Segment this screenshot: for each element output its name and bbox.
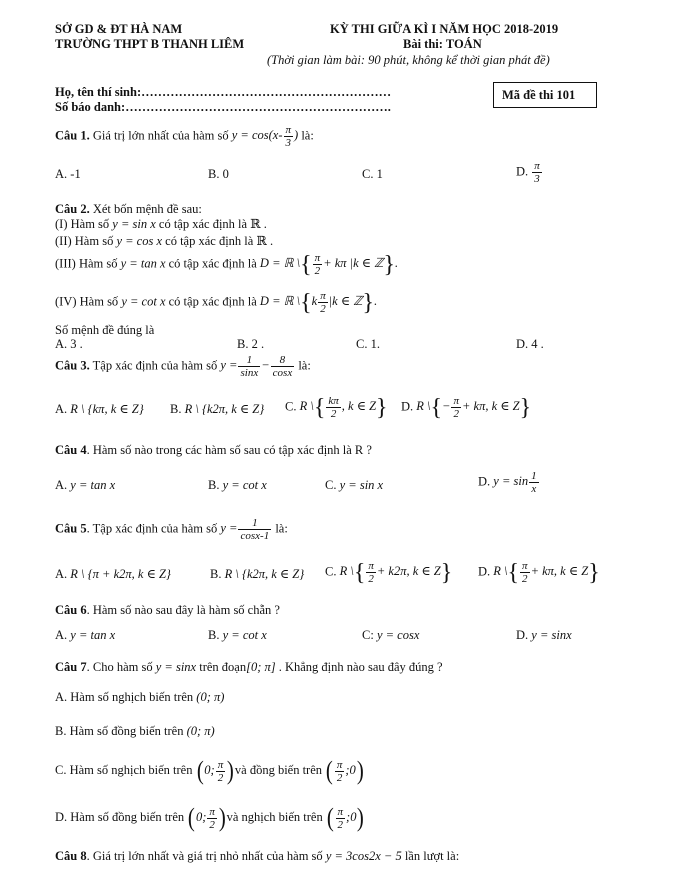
student-name-dots: ……………………………………………………	[141, 85, 392, 99]
exam-subject: Bài thi: TOÁN	[403, 37, 482, 51]
q7-option-d: D. Hàm số đồng biến trên (0; $\frac{\pi}{2}$ )và nghịch biến trên ( $\frac{\pi}{2}$ ;0)	[55, 803, 365, 832]
q6-option-a: A. y = tan x	[55, 628, 116, 642]
q6-label: Câu 6	[55, 603, 87, 617]
q3-option-a: A. R \ {kπ, k ∈ Z}	[55, 402, 144, 416]
q2-text: Xét bốn mệnh đề sau:	[92, 202, 202, 216]
q5-option-c: C. R \{ $\frac{\pi}{2}$ + k2π, k ∈ Z}	[325, 559, 453, 586]
q4-label: Câu 4	[55, 443, 87, 457]
q3-option-c: C. R \{ $\frac{k\pi}{2}$ , k ∈ Z}	[285, 394, 388, 421]
q2-option-a: A. 3 .	[55, 337, 83, 351]
q8-label: Câu 8	[55, 849, 87, 863]
q2-statement-1: (I) Hàm số y = sin x có tập xác định là ℝ .	[55, 217, 267, 231]
student-id-dots: ……………………………………………………….	[125, 100, 391, 114]
q2-statement-3: (III) Hàm số y = tan x có tập xác định là D = ℝ \{ $\frac{\pi}{2}$ + kπ |k ∈ ℤ}.	[55, 251, 399, 278]
q6-option-b: B. y = cot x	[208, 628, 267, 642]
q4-option-c: C. y = sin x	[325, 478, 384, 492]
q1-text-b: là:	[301, 128, 314, 143]
q7-label: Câu 7	[55, 660, 87, 674]
department-name: SỞ GD & ĐT HÀ NAM	[55, 22, 183, 36]
q2-option-c: C. 1.	[356, 337, 380, 351]
q3-option-d: D. R \{− $\frac{\pi}{2}$ + kπ, k ∈ Z}	[401, 394, 532, 421]
q2-statement-2: (II) Hàm số y = cos x có tập xác định là ℝ .	[55, 234, 274, 248]
question-6: Câu 6. Hàm số nào sau đây là hàm số chẵn ?	[55, 603, 280, 617]
student-id-label: Số báo danh:	[55, 100, 126, 114]
q7-option-c: C. Hàm số nghịch biến trên (0; $\frac{\pi}{2}$ )và đồng biến trên ( $\frac{\pi}{2}$ ;0)	[55, 756, 364, 785]
exam-code-box	[493, 82, 597, 108]
question-4: Câu 4. Hàm số nào trong các hàm số sau có tập xác định là R ?	[55, 443, 372, 457]
q2-label: Câu 2.	[55, 202, 90, 216]
student-id-row	[55, 100, 391, 115]
q3-option-b: B. R \ {k2π, k ∈ Z}	[170, 402, 265, 416]
q5-option-b: B. R \ {k2π, k ∈ Z}	[210, 567, 305, 581]
question-1	[55, 124, 314, 149]
school-name: TRƯỜNG THPT B THANH LIÊM	[55, 37, 245, 51]
question-8: Câu 8. Giá trị lớn nhất và giá trị nhỏ nhất của hàm số y = 3cos2x − 5 lần lượt là:	[55, 849, 460, 863]
q1-text-a: Giá trị lớn nhất của hàm số	[92, 128, 229, 143]
q3-label: Câu 3.	[55, 358, 90, 373]
q6-option-c: C: y = cosx	[362, 628, 420, 642]
question-3: Câu 3. Tập xác định của hàm số y = $\frac{1}{\sin x}$ − $\frac{8}{\cos x}$ là:	[55, 354, 311, 379]
q2-option-b: B. 2 .	[237, 337, 265, 351]
q5-label: Câu 5	[55, 521, 87, 536]
q1-option-c: C. 1	[362, 167, 383, 181]
q2-option-d: D. 4 .	[516, 337, 544, 351]
q5-option-d: D. R \{ $\frac{\pi}{2}$ + kπ, k ∈ Z}	[478, 559, 600, 586]
exam-title: KỲ THI GIỮA KÌ I NĂM HỌC 2018-2019	[330, 22, 559, 36]
q6-option-d: D. y = sinx	[516, 628, 572, 642]
student-name-row	[55, 85, 391, 100]
q2-count-question: Số mệnh đề đúng là	[55, 323, 155, 337]
exam-time-note: (Thời gian làm bài: 90 phút, không kể thời gian phát đề)	[267, 53, 550, 67]
student-name-label: Họ, tên thí sinh:	[55, 85, 142, 99]
exam-code: Mã đề thi 101	[502, 88, 576, 102]
q1-option-a: A. -1	[55, 167, 81, 181]
question-2	[55, 202, 202, 217]
q5-option-a: A. R \ {π + k2π, k ∈ Z}	[55, 567, 171, 581]
q7-option-a: A. Hàm số nghịch biến trên (0; π)	[55, 690, 225, 704]
q4-option-d: D. y = sin $\frac{1}{x}$	[478, 470, 537, 495]
q2-statement-4: (IV) Hàm số y = cot x có tập xác định là D = ℝ \{k $\frac{\pi}{2}$ |k ∈ ℤ}.	[55, 289, 378, 316]
q1-option-d: D. $\frac{\pi}{3}$	[516, 160, 540, 185]
q4-option-b: B. y = cot x	[208, 478, 267, 492]
question-7: Câu 7. Cho hàm số y = sinx trên đoạn[0; π] . Khẳng định nào sau đây đúng ?	[55, 660, 443, 674]
q7-option-b: B. Hàm số đồng biến trên (0; π)	[55, 724, 215, 738]
q1-label: Câu 1.	[55, 128, 90, 143]
q1-option-b: B. 0	[208, 167, 229, 181]
q4-option-a: A. y = tan x	[55, 478, 116, 492]
q1-expr: y = cos(x- $\frac{\pi}{3}$ )	[231, 124, 299, 149]
question-5: Câu 5. Tập xác định của hàm số y = $\frac{1}{\cos x-1}$ là:	[55, 517, 288, 542]
